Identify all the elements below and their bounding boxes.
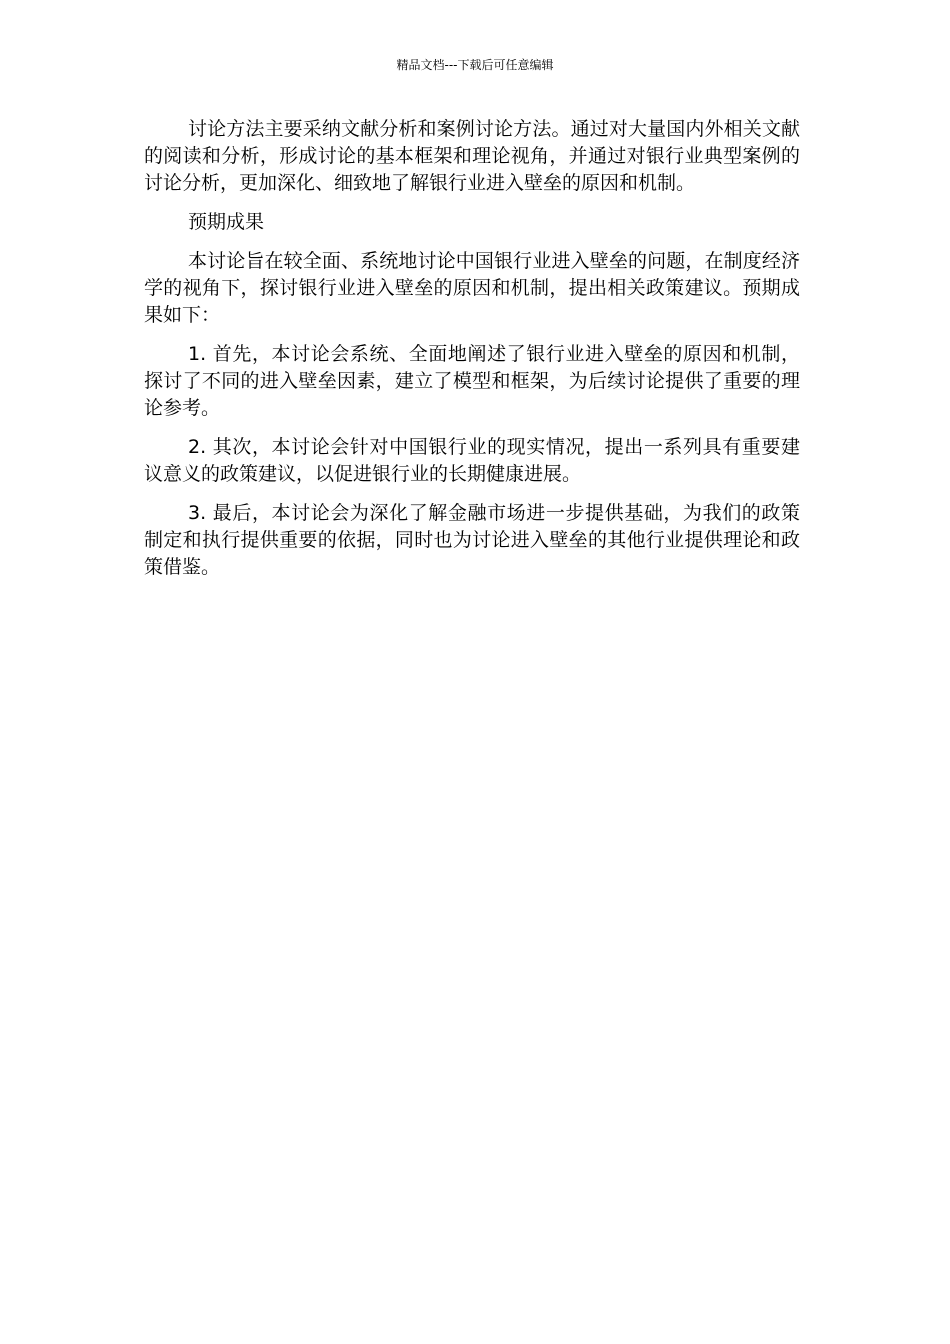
section-heading-expected-results: 预期成果 [188,211,265,233]
paragraph-research-aim: 本讨论旨在较全面、系统地讨论中国银行业进入壁垒的问题，在制度经济学的视角下，探讨银行业进入壁垒的原因和机制，提出相关政策建议。预期成果如下： [144,250,800,326]
document-body [144,116,800,593]
list-item-3: 3. 最后，本讨论会为深化了解金融市场进一步提供基础，为我们的政策制定和执行提供重要的依据，同时也为讨论进入壁垒的其他行业提供理论和政策借鉴。 [144,502,800,578]
list-item-2: 2. 其次，本讨论会针对中国银行业的现实情况，提出一系列具有重要建议意义的政策建议，以促进银行业的长期健康进展。 [144,436,800,485]
list-item-1: 1. 首先，本讨论会系统、全面地阐述了银行业进入壁垒的原因和机制，探讨了不同的进入壁垒因素，建立了模型和框架，为后续讨论提供了重要的理论参考。 [144,343,800,419]
page-header: 精品文档---下载后可任意编辑 [396,58,554,72]
paragraph-research-method: 讨论方法主要采纳文献分析和案例讨论方法。通过对大量国内外相关文献的阅读和分析，形成讨论的基本框架和理论视角，并通过对银行业典型案例的讨论分析，更加深化、细致地了解银行业进入壁垒的原因和机制。 [144,118,800,194]
